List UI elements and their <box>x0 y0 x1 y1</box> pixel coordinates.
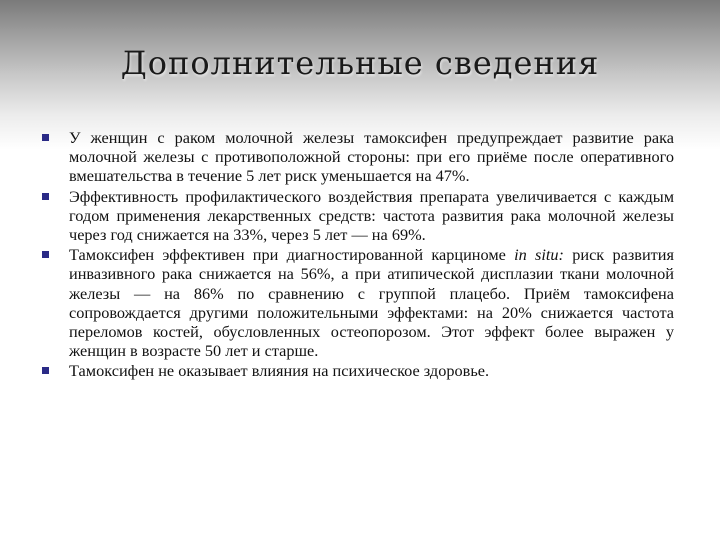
square-bullet-icon <box>42 193 49 200</box>
bullet-text-part: риск развития инвазивного рака снижается на 56%, а при атипической дисплазии ткани молочной железы — на 86% по сравнению с группой плацебо. Приём тамоксифена сопровождается другими положительными эффектами: на 20% снижается частота переломов костей, обусловленных остеопорозом. Этот эффект более выражен у женщин в возрасте 50 лет и старше. <box>69 245 674 361</box>
bullet-list <box>42 128 674 382</box>
bullet-text-italic: in situ: <box>514 245 564 265</box>
bullet-text: Эффективность профилактического воздействия препарата увеличивается с каждым годом применения лекарственных средств: частота развития рака молочной железы через год снижается на 33%, через 5 лет — на 69%. <box>69 186 674 245</box>
bullet-item <box>42 361 674 380</box>
bullet-text-part: Тамоксифен эффективен при диагностированной карциноме <box>69 245 515 265</box>
bullet-text <box>69 245 674 360</box>
bullet-item <box>42 128 674 186</box>
slide-title: Дополнительные сведения <box>120 44 600 82</box>
bullet-text: Тамоксифен не оказывает влияния на психическое здоровье. <box>69 361 490 381</box>
bullet-text: У женщин с раком молочной железы тамоксифен предупреждает развитие рака молочной железы с противоположной стороны: при его приёме после оперативного вмешательства в течение 5 лет риск уменьшается на 47%. <box>69 128 674 186</box>
bullet-item <box>42 245 674 360</box>
square-bullet-icon <box>42 251 49 258</box>
bullet-item <box>42 187 674 245</box>
square-bullet-icon <box>42 367 49 374</box>
square-bullet-icon <box>42 134 49 141</box>
